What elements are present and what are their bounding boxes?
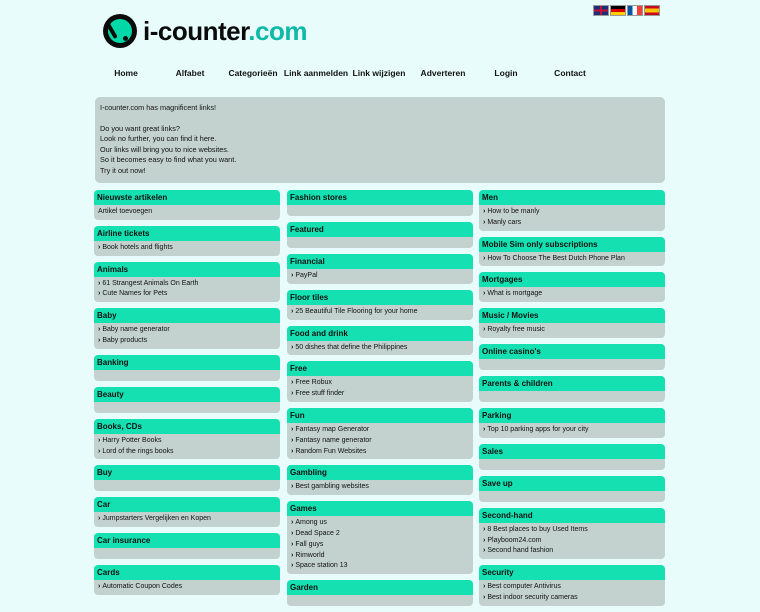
category-link-label: Playboom24.com bbox=[487, 536, 542, 544]
language-selector bbox=[593, 5, 660, 16]
category-link[interactable] bbox=[98, 325, 280, 336]
category-links bbox=[479, 391, 665, 402]
category-link-label: Royalty free music bbox=[487, 326, 545, 334]
category-link[interactable] bbox=[483, 254, 665, 265]
category-links bbox=[94, 580, 280, 595]
chevron-right-icon: › bbox=[483, 547, 486, 555]
nav-link-aanmelden[interactable]: Link aanmelden bbox=[283, 68, 349, 78]
category-link[interactable] bbox=[291, 389, 473, 400]
category-heading[interactable]: Parents & children bbox=[479, 376, 665, 391]
intro-line: Our links will bring you to nice websites. bbox=[100, 144, 229, 154]
category-links bbox=[287, 305, 473, 320]
category-block-games bbox=[287, 501, 473, 574]
category-link-label: Fantasy name generator bbox=[295, 436, 372, 444]
nav-login[interactable]: Login bbox=[494, 68, 518, 78]
category-links bbox=[287, 237, 473, 248]
category-block-second-hand bbox=[479, 508, 665, 559]
category-link-label: 25 Beautiful Tile Flooring for your home bbox=[295, 307, 418, 315]
category-links bbox=[287, 205, 473, 216]
chevron-right-icon: › bbox=[98, 279, 101, 287]
nav-alfabet[interactable]: Alfabet bbox=[175, 68, 205, 78]
category-block-sales bbox=[479, 444, 665, 470]
chevron-right-icon: › bbox=[483, 218, 486, 226]
category-link-label: Book hotels and flights bbox=[102, 243, 173, 251]
chevron-right-icon: › bbox=[98, 447, 101, 455]
nav-categorieen[interactable]: Categorieën bbox=[228, 68, 278, 78]
category-link-label: Jumpstarters Vergelijken en Kopen bbox=[102, 515, 211, 523]
category-link[interactable] bbox=[483, 536, 665, 547]
category-links bbox=[479, 323, 665, 338]
category-link-label: Free Robux bbox=[295, 379, 332, 387]
chevron-right-icon: › bbox=[291, 425, 294, 433]
category-link[interactable] bbox=[98, 289, 280, 300]
category-link-label: Dead Space 2 bbox=[295, 529, 340, 537]
category-block-gambling bbox=[287, 465, 473, 495]
chevron-right-icon: › bbox=[291, 272, 294, 279]
chevron-right-icon: › bbox=[98, 290, 101, 298]
category-block-animals bbox=[94, 262, 280, 303]
chevron-right-icon: › bbox=[98, 336, 101, 344]
category-heading[interactable]: Fun bbox=[287, 408, 473, 423]
chevron-right-icon: › bbox=[483, 290, 486, 298]
category-heading[interactable]: Sales bbox=[479, 444, 665, 459]
category-block-baby bbox=[94, 308, 280, 349]
category-link-label: Baby products bbox=[102, 336, 148, 344]
category-link[interactable] bbox=[291, 425, 473, 436]
category-link-label: Random Fun Websites bbox=[295, 447, 367, 455]
category-block-free bbox=[287, 361, 473, 402]
chevron-right-icon: › bbox=[291, 540, 294, 548]
category-link-label: Free stuff finder bbox=[295, 390, 345, 398]
category-block-car bbox=[94, 497, 280, 527]
category-link-label: What is mortgage bbox=[487, 290, 543, 298]
chevron-right-icon: › bbox=[483, 326, 486, 334]
category-links bbox=[94, 548, 280, 559]
logo-text-domain: .com bbox=[248, 15, 307, 46]
category-heading[interactable]: Gambling bbox=[287, 465, 473, 480]
chevron-right-icon: › bbox=[291, 519, 294, 527]
category-links bbox=[479, 252, 665, 267]
category-link-label: Automatic Coupon Codes bbox=[102, 583, 183, 591]
category-link[interactable] bbox=[291, 551, 473, 562]
nav-home[interactable]: Home bbox=[114, 68, 138, 78]
category-heading[interactable]: Banking bbox=[94, 355, 280, 370]
category-link-label: Fall guys bbox=[295, 540, 324, 548]
category-heading[interactable]: Buy bbox=[94, 465, 280, 480]
category-link-label: Baby name generator bbox=[102, 326, 170, 334]
category-link[interactable] bbox=[483, 546, 665, 557]
chevron-right-icon: › bbox=[291, 483, 294, 491]
category-links bbox=[287, 269, 473, 284]
category-heading[interactable]: Car insurance bbox=[94, 533, 280, 548]
category-links bbox=[94, 402, 280, 413]
category-heading[interactable]: Beauty bbox=[94, 387, 280, 402]
intro-line: Do you want great links? bbox=[100, 123, 180, 133]
category-block-music-movies bbox=[479, 308, 665, 338]
category-links bbox=[94, 323, 280, 349]
category-column-2 bbox=[287, 190, 473, 612]
nav-adverteren[interactable]: Adverteren bbox=[420, 68, 466, 78]
french-flag-icon[interactable] bbox=[627, 5, 643, 16]
chevron-right-icon: › bbox=[483, 425, 486, 433]
category-link-label: Top 10 parking apps for your city bbox=[487, 425, 589, 433]
category-block-parking bbox=[479, 408, 665, 438]
chevron-right-icon: › bbox=[98, 326, 101, 334]
category-link[interactable] bbox=[291, 561, 473, 572]
category-heading[interactable]: Music / Movies bbox=[479, 308, 665, 323]
category-link[interactable] bbox=[291, 436, 473, 447]
category-links bbox=[94, 277, 280, 303]
category-links bbox=[479, 459, 665, 470]
category-block-airline-tickets bbox=[94, 226, 280, 256]
category-column-1 bbox=[94, 190, 280, 601]
category-heading[interactable]: Cards bbox=[94, 565, 280, 580]
category-block-financial bbox=[287, 254, 473, 284]
category-block-men bbox=[479, 190, 665, 231]
category-heading[interactable]: Car bbox=[94, 497, 280, 512]
logo-text-main: i-counter bbox=[143, 15, 249, 46]
category-link-label: Manly cars bbox=[487, 218, 522, 226]
category-heading[interactable]: Parking bbox=[479, 408, 665, 423]
clock-icon bbox=[103, 14, 137, 48]
category-link-label: How To Choose The Best Dutch Phone Plan bbox=[487, 254, 625, 262]
category-links bbox=[479, 423, 665, 438]
category-link-label: Best gambling websites bbox=[295, 483, 369, 491]
category-link[interactable] bbox=[98, 279, 280, 290]
category-link-label: Second hand fashion bbox=[487, 547, 554, 555]
category-link[interactable] bbox=[291, 529, 473, 540]
chevron-right-icon: › bbox=[291, 436, 294, 444]
category-link-label: Artikel toevoegen bbox=[98, 208, 153, 215]
category-links bbox=[287, 376, 473, 402]
category-link[interactable] bbox=[291, 271, 473, 282]
chevron-right-icon: › bbox=[291, 307, 294, 315]
category-link[interactable] bbox=[291, 378, 473, 389]
category-heading[interactable]: Second-hand bbox=[479, 508, 665, 523]
intro-line: Look no further, you can find it here. bbox=[100, 134, 217, 144]
category-link[interactable] bbox=[483, 218, 665, 229]
category-link[interactable] bbox=[98, 582, 280, 593]
chevron-right-icon: › bbox=[291, 562, 294, 570]
category-block-garden bbox=[287, 580, 473, 606]
category-link[interactable] bbox=[483, 593, 665, 604]
category-link-label: Space station 13 bbox=[295, 562, 348, 570]
chevron-right-icon: › bbox=[98, 243, 101, 251]
category-block-fashion-stores bbox=[287, 190, 473, 216]
category-link-label: Among us bbox=[295, 519, 327, 527]
chevron-right-icon: › bbox=[483, 208, 486, 215]
category-links bbox=[94, 434, 280, 460]
category-heading[interactable]: Baby bbox=[94, 308, 280, 323]
category-link-label: Harry Potter Books bbox=[102, 436, 162, 444]
intro-line: So it becomes easy to find what you want. bbox=[100, 155, 237, 165]
category-heading[interactable]: Food and drink bbox=[287, 326, 473, 341]
chevron-right-icon: › bbox=[291, 529, 294, 537]
category-heading[interactable]: Animals bbox=[94, 262, 280, 277]
category-link-label: Best indoor security cameras bbox=[487, 593, 578, 601]
category-link[interactable] bbox=[291, 540, 473, 551]
nav-link-wijzigen[interactable]: Link wijzigen bbox=[352, 68, 406, 78]
category-link-label: How to be manly bbox=[487, 208, 540, 215]
english-flag-icon[interactable] bbox=[593, 5, 609, 16]
category-heading[interactable]: Books, CDs bbox=[94, 419, 280, 434]
category-heading[interactable]: Men bbox=[479, 190, 665, 205]
german-flag-icon[interactable] bbox=[610, 5, 626, 16]
category-heading[interactable]: Nieuwste artikelen bbox=[94, 190, 280, 205]
category-links bbox=[479, 491, 665, 502]
category-link-label: Rimworld bbox=[295, 551, 325, 559]
nav-contact[interactable]: Contact bbox=[554, 68, 586, 78]
category-link[interactable] bbox=[291, 307, 473, 318]
category-heading[interactable]: Fashion stores bbox=[287, 190, 473, 205]
category-link[interactable] bbox=[291, 343, 473, 354]
category-heading[interactable]: Financial bbox=[287, 254, 473, 269]
category-block-save-up bbox=[479, 476, 665, 502]
category-link[interactable] bbox=[291, 482, 473, 493]
category-links bbox=[479, 205, 665, 231]
category-block-cards bbox=[94, 565, 280, 595]
category-link-label: Fantasy map Generator bbox=[295, 425, 370, 433]
category-block-featured bbox=[287, 222, 473, 248]
category-heading[interactable]: Featured bbox=[287, 222, 473, 237]
category-links bbox=[94, 480, 280, 491]
category-block-mortgages bbox=[479, 272, 665, 302]
category-link[interactable] bbox=[483, 582, 665, 593]
category-links bbox=[287, 423, 473, 459]
category-link-label: PayPal bbox=[295, 272, 318, 279]
chevron-right-icon: › bbox=[291, 551, 294, 559]
chevron-right-icon: › bbox=[98, 583, 101, 591]
category-link-label: 8 Best places to buy Used Items bbox=[487, 525, 588, 533]
category-link[interactable] bbox=[98, 514, 280, 525]
category-column-3 bbox=[479, 190, 665, 612]
category-links bbox=[287, 595, 473, 606]
category-link[interactable] bbox=[98, 243, 280, 254]
chevron-right-icon: › bbox=[98, 515, 101, 523]
category-block-beauty bbox=[94, 387, 280, 413]
category-heading[interactable]: Free bbox=[287, 361, 473, 376]
category-block-parents-children bbox=[479, 376, 665, 402]
category-link-label: Lord of the rings books bbox=[102, 447, 174, 455]
category-heading[interactable]: Security bbox=[479, 565, 665, 580]
logo-text bbox=[143, 16, 307, 47]
category-link[interactable] bbox=[98, 336, 280, 347]
chevron-right-icon: › bbox=[483, 254, 486, 262]
category-links bbox=[479, 523, 665, 559]
category-link[interactable] bbox=[98, 207, 280, 218]
chevron-right-icon: › bbox=[483, 593, 486, 601]
spanish-flag-icon[interactable] bbox=[644, 5, 660, 16]
category-link-label: 61 Strangest Animals On Earth bbox=[102, 279, 199, 287]
category-heading[interactable]: Airline tickets bbox=[94, 226, 280, 241]
chevron-right-icon: › bbox=[291, 390, 294, 398]
category-block-fun bbox=[287, 408, 473, 459]
chevron-right-icon: › bbox=[483, 583, 486, 591]
chevron-right-icon: › bbox=[291, 447, 294, 455]
category-block-car-insurance bbox=[94, 533, 280, 559]
category-links bbox=[479, 580, 665, 606]
category-link[interactable] bbox=[291, 447, 473, 458]
category-links bbox=[94, 241, 280, 256]
category-link[interactable] bbox=[483, 425, 665, 436]
category-heading[interactable]: Save up bbox=[479, 476, 665, 491]
category-links bbox=[287, 341, 473, 356]
category-block-banking bbox=[94, 355, 280, 381]
category-link-label: Best computer Antivirus bbox=[487, 583, 561, 591]
category-block-floor-tiles bbox=[287, 290, 473, 320]
category-links bbox=[94, 512, 280, 527]
category-links bbox=[287, 480, 473, 495]
chevron-right-icon: › bbox=[291, 343, 294, 351]
category-block-food-and-drink bbox=[287, 326, 473, 356]
chevron-right-icon: › bbox=[98, 436, 101, 444]
category-link-label: 50 dishes that define the Philippines bbox=[295, 343, 408, 351]
category-links bbox=[94, 205, 280, 220]
category-heading[interactable]: Floor tiles bbox=[287, 290, 473, 305]
category-links bbox=[479, 287, 665, 302]
category-links bbox=[287, 516, 473, 574]
intro-line: I-counter.com has magnificent links! bbox=[100, 103, 216, 112]
site-logo[interactable] bbox=[103, 14, 307, 48]
main-nav bbox=[96, 68, 666, 82]
category-link[interactable] bbox=[483, 525, 665, 536]
category-link[interactable] bbox=[291, 518, 473, 529]
category-heading[interactable]: Games bbox=[287, 501, 473, 516]
category-block-nieuwste-artikelen bbox=[94, 190, 280, 220]
chevron-right-icon: › bbox=[291, 379, 294, 387]
chevron-right-icon: › bbox=[483, 525, 486, 533]
category-block-online-casino-s bbox=[479, 344, 665, 370]
intro-line: Try it out now! bbox=[100, 165, 146, 175]
category-block-books-cds bbox=[94, 419, 280, 460]
category-heading[interactable]: Garden bbox=[287, 580, 473, 595]
category-heading[interactable]: Mortgages bbox=[479, 272, 665, 287]
chevron-right-icon: › bbox=[483, 536, 486, 544]
category-block-buy bbox=[94, 465, 280, 491]
category-link[interactable] bbox=[483, 207, 665, 218]
category-link-label: Cute Names for Pets bbox=[102, 290, 168, 298]
category-link[interactable] bbox=[98, 436, 280, 447]
category-link[interactable] bbox=[98, 447, 280, 458]
category-heading[interactable]: Online casino's bbox=[479, 344, 665, 359]
intro-box bbox=[95, 97, 665, 183]
category-link[interactable] bbox=[483, 325, 665, 336]
category-link[interactable] bbox=[483, 289, 665, 300]
category-heading[interactable]: Mobile Sim only subscriptions bbox=[479, 237, 665, 252]
category-links bbox=[94, 370, 280, 381]
category-block-mobile-sim-only-subscriptions bbox=[479, 237, 665, 267]
category-links bbox=[479, 359, 665, 370]
